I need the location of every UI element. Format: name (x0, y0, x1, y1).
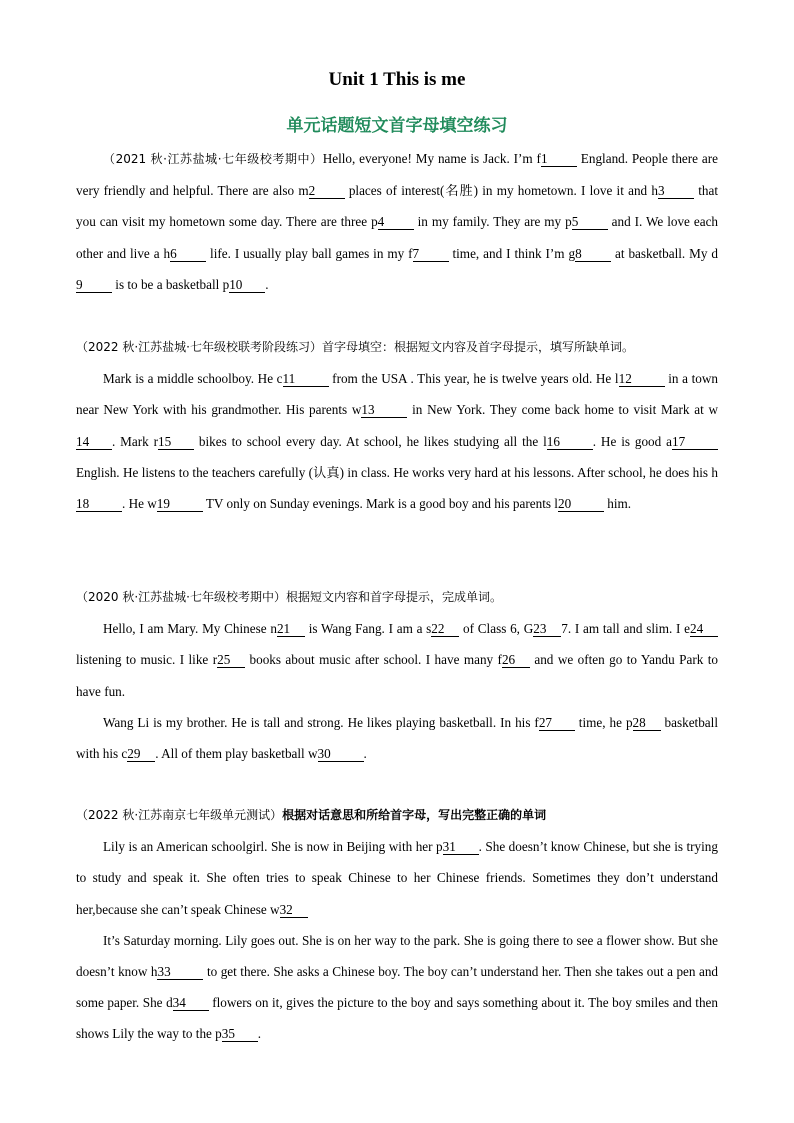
passage-3-paragraph-1 (76, 613, 718, 707)
blank-26[interactable]: 26 (502, 653, 530, 668)
blank-13[interactable]: 13 (361, 403, 407, 418)
blank-17[interactable]: 17 (672, 435, 718, 450)
blank-3[interactable]: 3 (658, 184, 694, 199)
blank-10[interactable]: 10 (229, 278, 265, 293)
text-run: that you can visit my hometown some day. There are three p (76, 183, 718, 230)
blank-20[interactable]: 20 (558, 497, 604, 512)
blank-32[interactable]: 32 (280, 903, 308, 918)
blank-21[interactable]: 21 (277, 622, 305, 637)
blank-7[interactable]: 7 (413, 247, 449, 262)
passage-4-paragraph-2 (76, 925, 718, 1050)
text-run: . All of them play basketball w (155, 746, 318, 762)
blank-9[interactable]: 9 (76, 278, 112, 293)
text-run: in a town near New York with his grandmother. His parents w (76, 371, 718, 418)
blank-28[interactable]: 28 (633, 716, 661, 731)
text-run: in New York. They come back home to visit Mark at w (407, 402, 719, 418)
text-run: bikes to school every day. At school, he likes studying all the l (194, 433, 547, 449)
page-title: Unit 1 This is me (328, 69, 466, 90)
blank-14[interactable]: 14 (76, 435, 112, 450)
passage-2 (76, 331, 718, 519)
text-run: to get there. She asks a Chinese boy. The boy can’t understand her. Then she takes out a pen and some paper. She d (76, 964, 719, 1011)
text-run: TV only on Sunday evenings. Mark is a good boy and his parents l (202, 496, 558, 512)
text-run: is Wang Fang. I am a s (304, 621, 432, 637)
blank-8[interactable]: 8 (575, 247, 611, 262)
blank-23[interactable]: 23 (533, 622, 561, 637)
text-run: . (363, 746, 367, 762)
text-run: and we often go to Yandu Park to have fun. (76, 652, 718, 699)
blank-35[interactable]: 35 (222, 1027, 258, 1042)
passage-4-source (76, 799, 718, 831)
text-run: English. He listens to the teachers carefully (认真) in class. He works very hard at his lessons. After school, he does his h (76, 464, 718, 480)
passage-1 (76, 143, 718, 300)
blank-24[interactable]: 24 (690, 622, 718, 637)
text-run: of Class 6, G (459, 621, 534, 637)
passage-1-paragraph (76, 143, 718, 300)
text-run: Hello, I am Mary. My Chinese n (103, 621, 277, 637)
blank-4[interactable]: 4 (378, 215, 414, 230)
passage-4 (76, 799, 718, 1050)
passage-3-source (76, 581, 718, 613)
text-run: time, he p (574, 714, 633, 730)
blank-34[interactable]: 34 (173, 996, 209, 1011)
text-run: England. People there are very friendly and helpful. There are also m (76, 151, 719, 199)
text-run: and I. We love each other and live a h (76, 214, 719, 261)
blank-5[interactable]: 5 (572, 215, 608, 230)
text-run: Lily is an American schoolgirl. She is now in Beijing with her p (103, 839, 443, 855)
text-run: . Mark r (112, 433, 159, 449)
blank-19[interactable]: 19 (157, 497, 203, 512)
text-run: in my family. They are my p (413, 214, 572, 230)
passage-4-paragraph-1 (76, 831, 718, 925)
blank-11[interactable]: 11 (283, 372, 329, 387)
passage-3 (76, 581, 718, 769)
blank-30[interactable]: 30 (318, 747, 364, 762)
text-run: Wang Li is my brother. He is tall and strong. He likes playing basketball. In his f (103, 714, 539, 730)
text-run: . He is good a (592, 433, 672, 449)
text-run: flowers on it, gives the picture to the boy and says something about it. The boy smiles and then shows Lily the way to the p (76, 995, 718, 1042)
blank-22[interactable]: 22 (431, 622, 459, 637)
text-run: basketball with his c (76, 714, 718, 762)
blank-31[interactable]: 31 (443, 840, 479, 855)
blank-15[interactable]: 15 (158, 435, 194, 450)
text-run: time, and I think I’m g (448, 245, 576, 261)
blank-16[interactable]: 16 (547, 435, 593, 450)
blank-6[interactable]: 6 (170, 247, 206, 262)
text-run: at basketball. My d (611, 245, 719, 261)
blank-12[interactable]: 12 (619, 372, 665, 387)
source-label: （2022 秋·江苏南京七年级单元测试） (76, 808, 283, 822)
text-run: from the USA . This year, he is twelve years old. He l (328, 371, 619, 387)
text-run: It’s Saturday morning. Lily goes out. She is on her way to the park. She is going there to see a flower show. But she doesn’t know h (76, 932, 718, 980)
text-run: listening to music. I like r (76, 652, 218, 668)
source-label: （2020 秋·江苏盐城·七年级校考期中）根据短文内容和首字母提示，完成单词。 (76, 590, 502, 604)
blank-29[interactable]: 29 (127, 747, 155, 762)
text-run: . (257, 1026, 262, 1042)
passage-2-source (76, 331, 718, 363)
blank-25[interactable]: 25 (217, 653, 245, 668)
blank-33[interactable]: 33 (157, 965, 203, 980)
text-run: . She doesn’t know Chinese, but she is trying to study and speak it. She often tries to speak Chinese to her Chinese friends. Sometimes they don’t understand her,because she can’t speak Chinese w (76, 839, 718, 917)
text-run: Hello, everyone! My name is Jack. I’m f (322, 151, 541, 166)
instruction-text: 根据对话意思和所给首字母，写出完整正确的单词 (282, 808, 547, 822)
text-run: . He w (122, 496, 157, 512)
source-label: （2021 秋·江苏盐城·七年级校考期中） (103, 152, 323, 166)
text-run: places of interest(名胜) in my hometown. I love it and h (344, 183, 658, 199)
text-run: him. (603, 496, 632, 512)
blank-1[interactable]: 1 (541, 152, 577, 167)
passage-3-paragraph-2 (76, 707, 718, 769)
text-run: books about music after school. I have many f (245, 652, 502, 668)
blank-2[interactable]: 2 (309, 184, 345, 199)
text-run: life. I usually play ball games in my f (206, 245, 413, 261)
blank-27[interactable]: 27 (539, 716, 575, 731)
blank-18[interactable]: 18 (76, 497, 122, 512)
page-subtitle: 单元话题短文首字母填空练习 (286, 116, 508, 136)
text-run: Mark is a middle schoolboy. He c (103, 371, 283, 387)
text-run: . (265, 276, 269, 292)
source-label: （2022 秋·江苏盐城·七年级校联考阶段练习）首字母填空：根据短文内容及首字母提示，填写所缺单词。 (76, 340, 634, 354)
text-run: is to be a basketball p (112, 276, 230, 292)
text-run: 7. I am tall and slim. I e (561, 621, 690, 637)
passage-2-paragraph (76, 363, 718, 519)
